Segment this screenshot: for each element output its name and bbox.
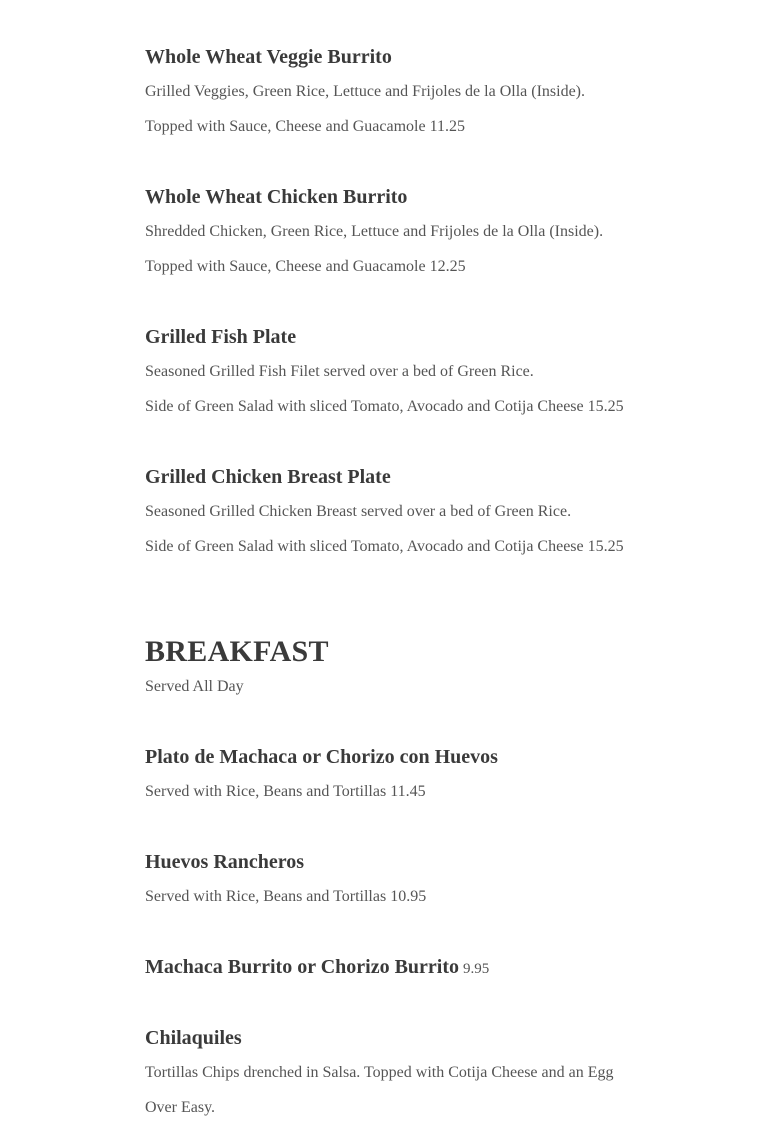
menu-item-title: Grilled Chicken Breast Plate [145, 466, 391, 488]
menu-item-title: Huevos Rancheros [145, 851, 305, 873]
menu-item-title: Machaca Burrito or Chorizo Burrito [145, 956, 460, 978]
menu-item-description: Served with Rice, Beans and Tortillas 11.45 [145, 783, 426, 800]
menu-item-description: Seasoned Grilled Chicken Breast served over a bed of Green Rice. [145, 503, 572, 520]
menu-item-description: Side of Green Salad with sliced Tomato, Avocado and Cotija Cheese 15.25 [145, 538, 624, 555]
menu-item-title: Plato de Machaca or Chorizo con Huevos [145, 746, 498, 768]
menu-item-title: Whole Wheat Veggie Burrito [145, 46, 392, 68]
menu-item-description: Shredded Chicken, Green Rice, Lettuce and Frijoles de la Olla (Inside). [145, 223, 604, 240]
menu-item-title: Grilled Fish Plate [145, 326, 297, 348]
menu-item-price: 9.95 [463, 961, 490, 977]
menu-item-description: Topped with Sauce, Cheese and Guacamole 12.25 [145, 258, 466, 275]
menu-item-description: Grilled Veggies, Green Rice, Lettuce and Frijoles de la Olla (Inside). [145, 83, 586, 100]
menu-item-description: Tortillas Chips drenched in Salsa. Topped with Cotija Cheese and an Egg [145, 1064, 614, 1081]
menu-item-title: Chilaquiles [145, 1027, 242, 1049]
menu-item-description: Served with Rice, Beans and Tortillas 10.95 [145, 888, 427, 905]
menu-item-description: Seasoned Grilled Fish Filet served over a bed of Green Rice. [145, 363, 534, 380]
menu-item-title-row [145, 955, 489, 981]
menu-item-title: Whole Wheat Chicken Burrito [145, 186, 408, 208]
menu-item-description: Topped with Sauce, Cheese and Guacamole 11.25 [145, 118, 465, 135]
section-heading: BREAKFAST [145, 635, 329, 668]
menu-item-description: Side of Green Salad with sliced Tomato, Avocado and Cotija Cheese 15.25 [145, 398, 624, 415]
menu-item-description: Over Easy. [145, 1099, 216, 1116]
section-subheading: Served All Day [145, 678, 244, 695]
